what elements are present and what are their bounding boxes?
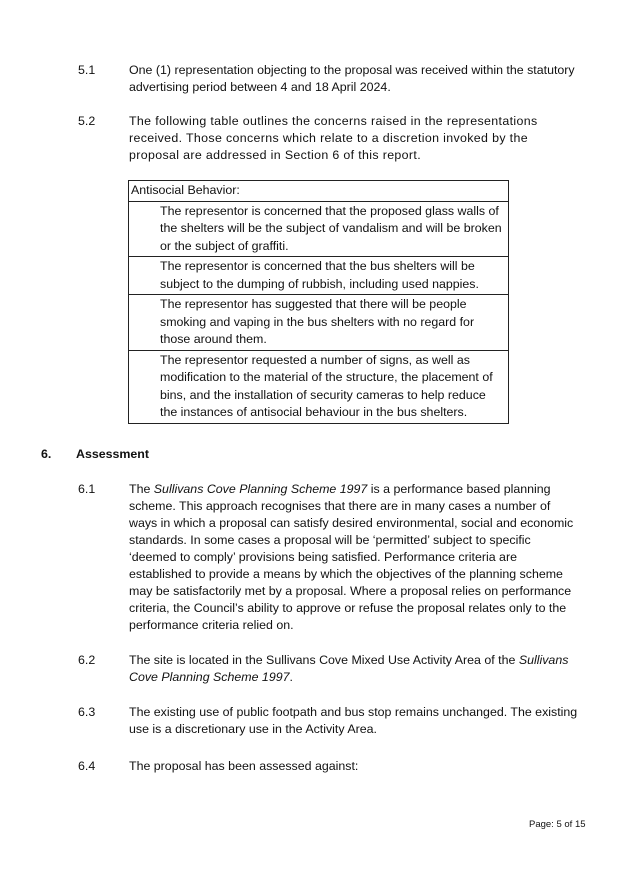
paragraph-text: The existing use of public footpath and bus stop remains unchanged. The existing use is a discretionary use in the Activity Area.	[129, 705, 578, 736]
paragraph-text: One (1) representation objecting to the proposal was received within the statutory advertising period between 4 and 18 April 2024.	[129, 63, 575, 94]
paragraph-text	[129, 652, 580, 686]
table-cell: The representor has suggested that there will be people smoking and vaping in the bus shelters with no regard for those around them.	[129, 295, 509, 351]
scheme-name: Sullivans Cove Planning Scheme 1997	[129, 653, 569, 684]
paragraph-number: 5.2	[78, 114, 96, 128]
table-header-row	[129, 181, 509, 202]
representations-table	[128, 180, 509, 424]
paragraph-number: 5.1	[78, 63, 96, 77]
paragraph-number: 6.2	[78, 653, 96, 667]
table-cell: The representor is concerned that the proposed glass walls of the shelters will be the subject of vandalism and will be broken or the subject of graffiti.	[129, 201, 509, 257]
section-number: 6.	[41, 447, 52, 461]
paragraph-number: 6.4	[78, 759, 96, 773]
text-run: is a performance based planning scheme. This approach recognises that there are in many cases a number of ways in which a proposal can satisfy desired environmental, social and economic standards. In some cases a proposal will be ‘permitted’ subject to specific ‘deemed to comply’ provisions being satisfied. Performance criteria are established to provide a means by which the objectives of the planning scheme may be satisfactorily met by a proposal. Where a proposal relies on performance criteria, the Council’s ability to approve or refuse the proposal relates only to the performance criteria relied on.	[129, 482, 574, 632]
page-number: Page: 5 of 15	[529, 819, 586, 830]
paragraph-text: The proposal has been assessed against:	[129, 759, 359, 773]
paragraph-number: 6.1	[78, 482, 96, 496]
table-row	[129, 295, 509, 351]
text-run: The	[129, 482, 154, 496]
table-row	[129, 257, 509, 295]
paragraph-text: The following table outlines the concerns raised in the representations received. Those concerns which relate to a discretion invoked by the proposal are addressed in Section 6 of this report.	[129, 114, 538, 162]
table-header-cell: Antisocial Behavior:	[129, 181, 509, 202]
paragraph-text	[129, 481, 580, 634]
text-run: .	[289, 670, 293, 684]
table-cell: The representor is concerned that the bus shelters will be subject to the dumping of rubbish, including used nappies.	[129, 257, 509, 295]
paragraph-number: 6.3	[78, 705, 96, 719]
scheme-name: Sullivans Cove Planning Scheme 1997	[153, 482, 368, 496]
text-run: The site is located in the Sullivans Cove Mixed Use Activity Area of the	[129, 653, 519, 667]
table-cell: The representor requested a number of signs, as well as modification to the material of the structure, the placement of bins, and the installation of security cameras to help reduce the instances of antisocial behaviour in the bus shelters.	[129, 350, 509, 423]
section-title: Assessment	[76, 447, 150, 461]
table-row	[129, 350, 509, 423]
table-row	[129, 201, 509, 257]
